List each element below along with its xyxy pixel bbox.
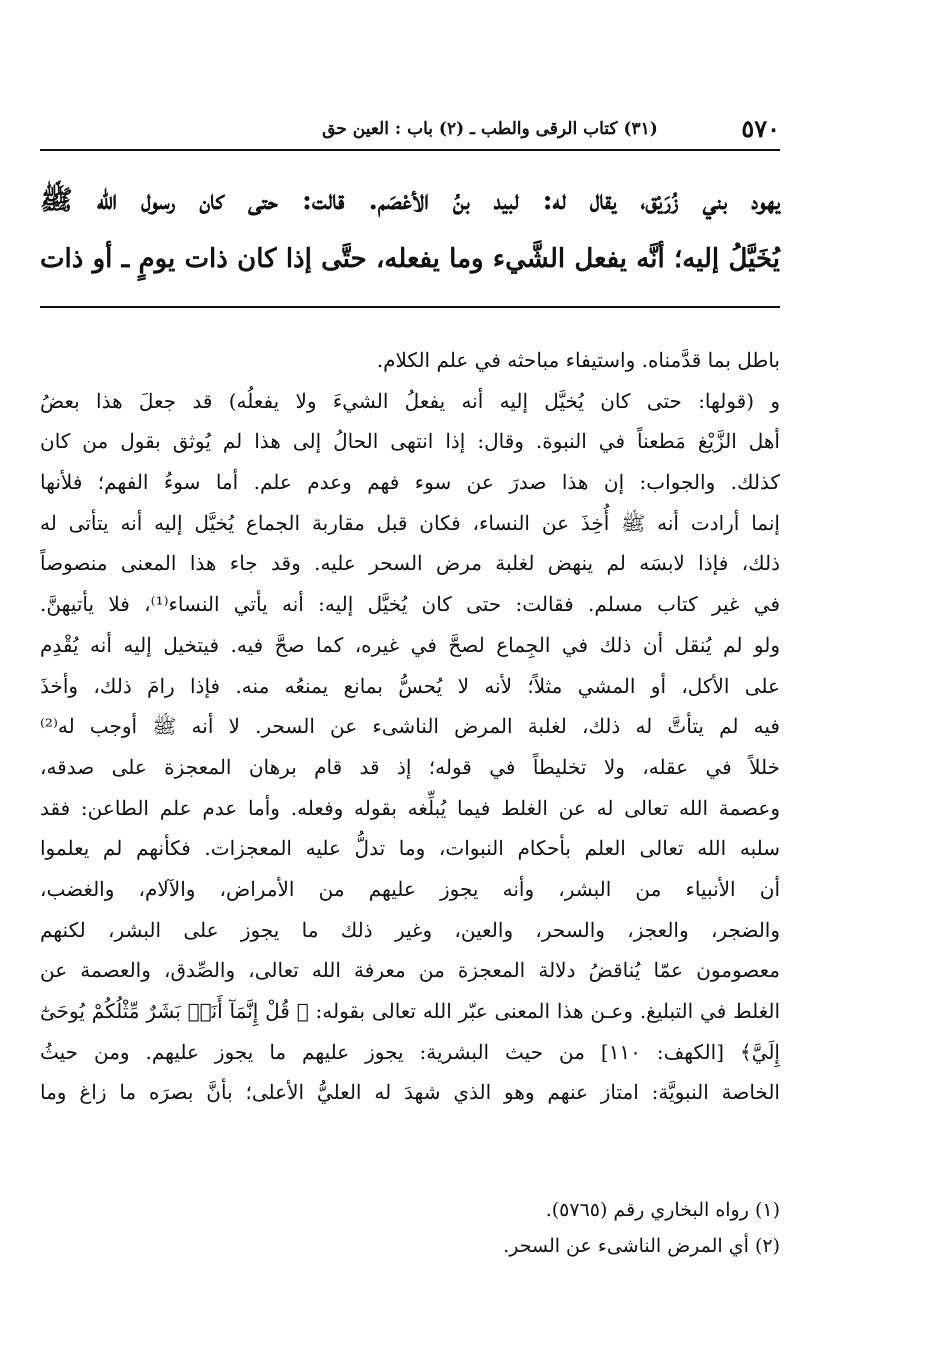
footnote: (١) رواه البخاري رقم (٥٧٦٥). xyxy=(545,1199,780,1221)
commentary-line: إِلَيَّ﴾ [الكهف: ١١٠] من حيث البشرية: يجوز عليهم ما يجوز عليهم. ومن حيثُ xyxy=(40,1039,780,1064)
commentary-line: أهل الزَّيْغ مَطعناً في النبوة. وقال: إذا انتهى الحالُ إلى هذا لم يُوثق بقول من كان xyxy=(40,429,780,454)
header-rule xyxy=(40,149,780,151)
commentary-line: الخاصة النبويَّة: امتاز عنهم وهو الذي شهدَ له العليُّ الأعلى؛ بأنَّ بصرَه ما زاغ وما xyxy=(40,1080,780,1105)
commentary-line: سلبه الله تعالى العلم بأحكام النبوات، وما تدلُّ عليه المعجزات. فكأنهم لم يعلموا xyxy=(40,836,780,861)
commentary-line: خللاً في عقله، ولا تخليطاً في قوله؛ إذ قد قام برهان المعجزة على صدقه، xyxy=(40,754,780,779)
page-number: ٥٧٠ xyxy=(741,114,780,143)
commentary-line: كذلك. والجواب: إن هذا صدرَ عن سوء فهم وعدم علم. أما سوءُ الفهم؛ فلأنها xyxy=(40,470,780,495)
commentary-line: والضجر، والعجز، والسحر، والعين، وغير ذلك ما يجوز على البشر، لكنهم xyxy=(40,917,780,942)
section-title: (٣١) كتاب الرقى والطب ـ (٢) باب : العين حق xyxy=(322,119,658,139)
separator-rule xyxy=(40,306,780,308)
running-head xyxy=(40,112,780,146)
commentary-line: الغلط في التبليغ. وعـن هذا المعنى عبّر الله تعالى بقوله: ﴿ قُلْ إِنَّمَآ أَنَا۠ بَشَرٌ مِّثْلُكُمْ يُوحَىٰٓ xyxy=(40,999,780,1023)
footnotes xyxy=(40,1192,780,1264)
hadith-text xyxy=(40,172,780,288)
commentary-line: باطل بما قدَّمناه. واستيفاء مباحثه في علم الكلام. xyxy=(376,348,780,372)
hadith-line: يهود بني زُرَيْق، يقال له: لبيد بنُ الأعْصَم. قالت: حتى كان رسول الله ﷺ xyxy=(40,185,780,216)
commentary-line: ولو لم يُنقل أن ذلك في الجِماع لصحَّ في غيره، كما صحَّ فيه. فيتخيل إليه أنه يُقْدِم xyxy=(40,632,780,657)
commentary-line: فيه لم يتأتَّ له ذلك، لغلبة المرض الناشىء عن السحر. لا أنه ﷺ أوجب له⁽²⁾ xyxy=(40,714,780,739)
commentary-line: معصومون عمّا يُناقضُ دلالة المعجزة من معرفة الله تعالى، والصِّدق، والعصمة عن xyxy=(40,958,780,983)
commentary-line: على الأكل، أو المشي مثلاً؛ لأنه لا يُحسُّ بمانع يمنعُه منه. فإذا رامَ ذلك، وأخذَ xyxy=(40,673,780,698)
commentary-line: إنما أرادت أنه ﷺ أُخِذَ عن النساء، فكان قبل مقاربة الجماع يُخيَّل إليه أنه يتأتى له xyxy=(40,510,780,535)
commentary-text xyxy=(40,340,780,1113)
commentary-line: وعصمة الله تعالى له عن الغلط فيما يُبلِّغه بقوله وفعله. وأما عدم علم الطاعن: فقد xyxy=(40,795,780,820)
commentary-line: أن الأنبياء من البشر، وأنه يجوز عليهم من الأمراض، والآلام، والغضب، xyxy=(40,876,780,901)
footnote: (٢) أي المرض الناشىء عن السحر. xyxy=(503,1235,780,1257)
commentary-line: ذلك، فإذا لابسَه لم ينهض لغلبة مرض السحر عليه. وقد جاء هذا المعنى منصوصاً xyxy=(40,551,780,576)
hadith-line: يُخَيَّلُ إليه؛ أنَّه يفعل الشَّيء وما يفعله، حتَّى إذا كان ذات يومٍ ـ أو ذات xyxy=(40,244,780,274)
commentary-line: في غير كتاب مسلم. فقالت: حتى كان يُخيَّل إليه: أنه يأتي النساء⁽¹⁾، فلا يأتيهنَّ. xyxy=(40,592,780,617)
commentary-line: و (قولها: حتى كان يُخيَّل إليه أنه يفعلُ الشيءَ ولا يفعلُه) قد جعلَ هذا بعضُ xyxy=(40,388,780,413)
